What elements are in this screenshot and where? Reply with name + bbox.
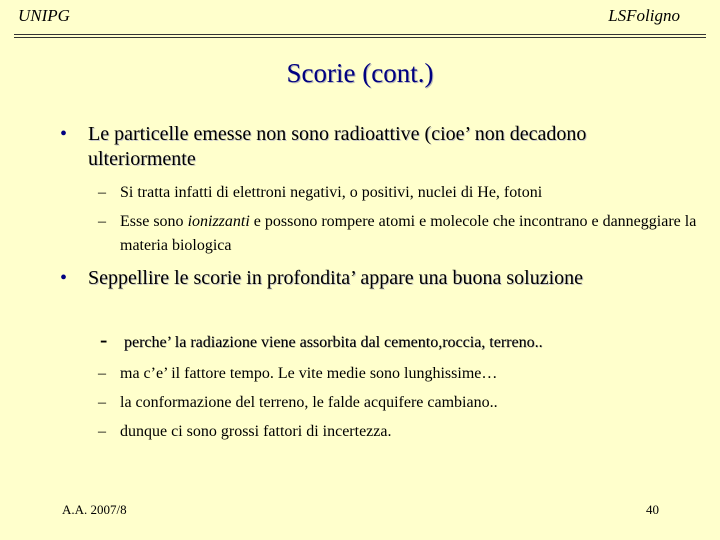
bullet-1 [60,122,680,172]
footer-page-number: 40 [646,502,659,517]
sub-item [98,420,698,444]
sub-item [98,362,698,386]
sub-item [98,327,698,355]
sub-item [98,181,698,205]
bullet-dot: • [60,267,68,289]
bullet-dot: • [60,123,68,145]
sub-item [98,210,698,258]
header-divider-top [14,34,706,35]
sub-dash: – [98,394,106,411]
emphasis: ionizzanti [187,213,250,230]
header-left: UNIPG [18,6,70,25]
sub-text: la conformazione del terreno, le falde acquifere cambiano.. [120,394,498,411]
header-right: LSFoligno [608,6,680,25]
sub-text: dunque ci sono grossi fattori di incertezza. [120,423,392,440]
sub-hyphen: - [100,327,108,352]
sub-text: Esse sono ionizzanti e possono rompere atomi e molecole che incontrano e danneggiare la materia biologica [120,213,697,254]
sub-dash: – [98,213,106,230]
sub-item [98,391,698,415]
sub-dash: – [98,423,106,440]
sub-text: ma c’e’ il fattore tempo. Le vite medie sono lunghissime… [120,365,498,382]
bullet-text: Seppellire le scorie in profondita’ appare una buona soluzione [88,267,584,289]
bullet-text: Le particelle emesse non sono radioattive (cioe’ non decadono ulteriormente [88,123,587,170]
slide-title: Scorie (cont.) [286,58,434,88]
sub-dash: – [98,365,106,382]
sub-text: Si tratta infatti di elettroni negativi, o positivi, nuclei di He, fotoni [120,184,543,201]
bullet-2 [60,266,680,291]
header-divider-bottom [14,37,706,38]
sub-dash: – [98,184,106,201]
sub-text: perche’ la radiazione viene assorbita dal cemento,roccia, terreno.. [124,334,543,351]
footer-academic-year: A.A. 2007/8 [62,502,127,517]
